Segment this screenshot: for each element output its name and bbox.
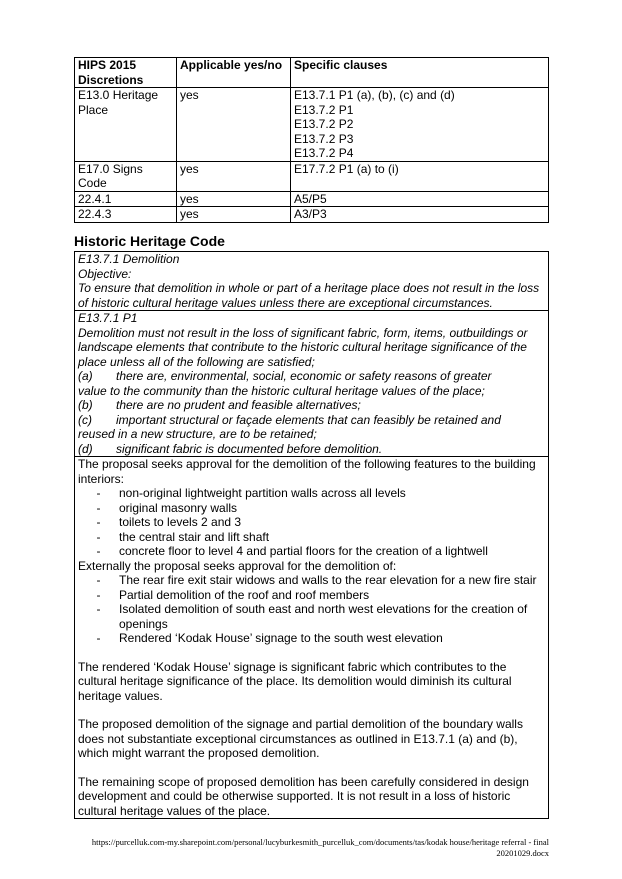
list-item [78,573,545,588]
demolition-objective-box [75,252,548,310]
clause-title: E13.7.1 P1 [78,311,138,325]
list-item [78,631,545,646]
list-item-text: concrete floor to level 4 and partial floors for the creation of a lightwell [119,544,488,558]
dash-bullet-icon: - [96,515,101,529]
clause-item: E17.7.2 P1 (a) to (i) [294,161,399,176]
applicable-cell: yes [177,88,291,162]
dash-bullet-icon: - [96,631,101,645]
dash-bullet-icon: - [96,602,101,616]
list-item-text: toilets to levels 2 and 3 [119,515,242,529]
discretion-cell: E13.0 Heritage Place [75,88,177,162]
list-item-text: Isolated demolition of south east and north west elevations for the creation of openings [119,602,528,631]
table-header-row [75,58,549,88]
clause-item: E13.7.1 P1 (a), (b), (c) and (d) [294,88,455,102]
clauses-cell [291,207,549,223]
condition-label: (c) [78,412,92,427]
clause-item: A3/P3 [294,207,327,221]
applicable-cell: yes [177,191,291,207]
clause-item: A5/P5 [294,191,327,206]
dash-bullet-icon: - [96,500,101,515]
condition-continuation: value to the community than the historic cultural heritage values of the place; [78,383,485,398]
header-clauses: Specific clauses [291,58,549,88]
dash-bullet-icon: - [96,587,101,602]
document-footer [92,837,549,859]
discretion-cell: 22.4.1 [75,191,177,207]
dash-bullet-icon: - [96,544,101,558]
clauses-cell [291,191,549,207]
list-item [78,501,545,516]
condition-text: important structural or façade elements that can feasibly be retained and [116,412,501,427]
condition-item [78,442,545,457]
table-row [75,88,549,162]
clauses-cell [291,88,549,162]
condition-continuation: reused in a new structure, are to be retained; [78,427,317,441]
condition-label: (a) [78,369,93,383]
list-item-text: non-original lightweight partition walls across all levels [119,486,406,500]
list-item [78,544,545,559]
list-item-text: Partial demolition of the roof and roof members [119,587,370,602]
assessment-paragraph: The remaining scope of proposed demolition has been carefully considered in design development and could be otherwise supported. It is not result in a loss of historic cultural heritage values of the place. [78,774,529,818]
applicable-cell: yes [177,207,291,223]
condition-item [78,413,545,428]
section-heading: Historic Heritage Code [74,233,225,249]
condition-text: there are no prudent and feasible alternatives; [116,398,361,412]
list-item [78,530,545,545]
clause-intro: Demolition must not result in the loss of significant fabric, form, items, outbuildings or landscape elements that contribute to the historic cultural heritage significance of the place unless all of the following are satisfied; [78,325,528,369]
table-row [75,207,549,223]
condition-text: there are, environmental, social, economic or safety reasons of greater [116,369,492,383]
discretions-table [74,57,549,223]
header-discretions: HIPS 2015 Discretions [75,58,177,88]
list-item [78,588,545,603]
clause-item: E13.7.2 P2 [294,117,354,131]
list-item [78,486,545,501]
dash-bullet-icon: - [96,529,101,544]
external-intro: Externally the proposal seeks approval for the demolition of: [78,558,397,573]
heritage-code-table [74,251,549,819]
demolition-title: E13.7.1 Demolition [78,252,180,266]
assessment-paragraph: The proposed demolition of the signage and partial demolition of the boundary walls does not substantiate exceptional circumstances as outlined in E13.7.1 (a) and (b), which might warrant the proposed demolition. [78,717,523,760]
table-row [75,191,549,207]
assessment-paragraph: The rendered ‘Kodak House’ signage is significant fabric which contributes to the cultural heritage significance of the place. Its demolition would diminish its cultural heritage values. [78,659,512,703]
header-applicable: Applicable yes/no [177,58,291,88]
external-demolition-list [78,573,545,646]
objective-label: Objective: [78,266,132,281]
discretion-cell: 22.4.3 [75,207,177,223]
dash-bullet-icon: - [96,573,101,587]
condition-item [78,398,545,413]
interior-demolition-list [78,486,545,559]
assessment-box [75,456,548,818]
clause-box [75,310,548,456]
dash-bullet-icon: - [96,486,101,500]
clause-item: E13.7.2 P3 [294,131,354,146]
applicable-cell: yes [177,161,291,191]
list-item [78,515,545,530]
condition-text: significant fabric is documented before demolition. [116,441,383,456]
list-item-text: The rear fire exit stair widows and walls to the rear elevation for a new fire stair [119,573,537,587]
list-item-text: Rendered ‘Kodak House’ signage to the south west elevation [119,631,443,645]
clause-item: E13.7.2 P4 [294,146,354,160]
footer-path: https://purcelluk.com-my.sharepoint.com/personal/lucyburkesmith_purcelluk_com/documents/tas/kodak house/heritage referral - final [91,837,549,847]
list-item-text: the central stair and lift shaft [119,529,270,544]
condition-label: (d) [78,441,93,456]
discretion-cell: E17.0 Signs Code [75,161,177,191]
condition-label: (b) [78,398,93,412]
table-row [75,161,549,191]
condition-item [78,369,545,384]
assessment-intro: The proposal seeks approval for the demolition of the following features to the building interiors: [78,457,536,486]
clause-item: E13.7.2 P1 [294,102,354,117]
list-item [78,602,545,631]
footer-filename: 20201029.docx [496,848,549,858]
objective-text: To ensure that demolition in whole or part of a heritage place does not result in the loss of historic cultural heritage values unless there are exceptional circumstances. [78,281,540,310]
list-item-text: original masonry walls [119,500,238,515]
clauses-cell [291,161,549,191]
